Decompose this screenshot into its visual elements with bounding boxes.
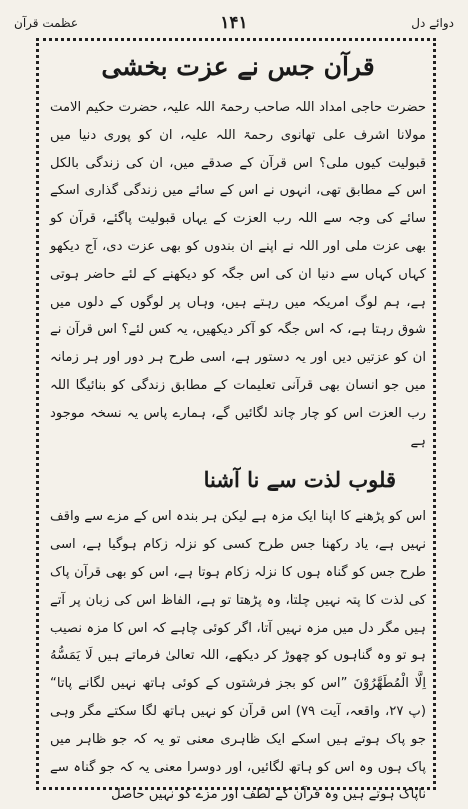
heading-quran-honor: قرآن جس نے عزت بخشی — [101, 52, 375, 81]
paragraph-hearts-taste: اس کو پڑھنے کا اپنا ایک مزہ ہے لیکن ہر بندہ اس کے مزے سے واقف نہیں ہے، یاد رکھنا جس طرح کسی کو نزلہ زکام ہوگیا ہے، اسی طرح جس کو گناہ ہوں کا نزلہ زکام ہوتا ہے، اس کو بھی قرآن پاک کی لذت کا پتہ نہیں چلتا، وہ پڑھتا تو ہے، الفاظ اس کی زبان پر آتے ہیں مگر دل میں مزہ نہیں آتا، اگر کوئی چاہے کہ اس کا مزہ نصیب ہو تو وہ گناہوں کو چھوڑ کر دیکھے، اللہ تعالیٰ فرماتے ہیں لَا يَمَسُّهُ اِلَّا الْمُطَهَّرُوْنَ ”اس کو بجز فرشتوں کے کوئی ہاتھ نہیں لگانے پاتا“ (پ ۲۷، واقعہ، آیت ۷۹) اس قرآن کو نہیں ہاتھ لگا سکتے مگر وہی جو پاک ہوتے ہیں اسکے ایک ظاہری معنی تو یہ کہ جو ظاہر میں پاک ہوں وہ اس کو ہاتھ لگائیں، اور دوسرا معنی یہ کہ جو گناہ سے ناپاک ہوتے ہیں وہ قرآن کے لطف اور مزے کو نہیں حاصل — [50, 509, 426, 803]
section-title: عظمت قرآن — [14, 16, 79, 30]
paragraph-quran-honor: حضرت حاجی امداد اللہ صاحب رحمۃ اللہ علیہ، حضرت حکیم الامت مولانا اشرف علی تھانوی رحمۃ اللہ علیہ، ان کو پوری دنیا میں قبولیت کیوں ملی؟ اس قرآن کے صدقے میں، ان کی زندگی بالکل اس کے مطابق تھی، انہوں نے اس کے سائے میں زندگی گذاری اسکے سائے کی وجہ سے اللہ رب العزت کے یہاں قبولیت پاگئے، قرآن کو بھی عزت ملی اور اللہ نے اپنے ان بندوں کو بھی عزت دی، آج دیکھو کہاں کہاں سے دنیا ان کی اس جگہ کو دیکھنے کے لئے حاضر ہوتی ہے، ہم لوگ امریکہ میں رہتے ہیں، وہاں پر لوگوں کے دلوں میں شوق رہتا ہے، کہ اس جگہ کو آکر دیکھیں، یہ کس لئے؟ اس قرآن نے ان کو عزتیں دیں اور یہ دستور ہے، اسی طرح ہر دور اور ہر زمانہ میں جو انسان بھی قرآنی تعلیمات کے مطابق زندگی کو بنائیگا اللہ رب العزت اس کو چار چاند لگائیں گے، ہمارے پاس یہ نسخہ موجود ہے — [50, 100, 426, 449]
heading-hearts-taste: قلوب لذت سے نا آشنا — [203, 467, 396, 493]
page-number: ۱۴۱ — [220, 13, 248, 33]
page-header — [14, 10, 454, 36]
page-content — [50, 44, 426, 809]
book-title: دوائے دل — [411, 16, 454, 30]
